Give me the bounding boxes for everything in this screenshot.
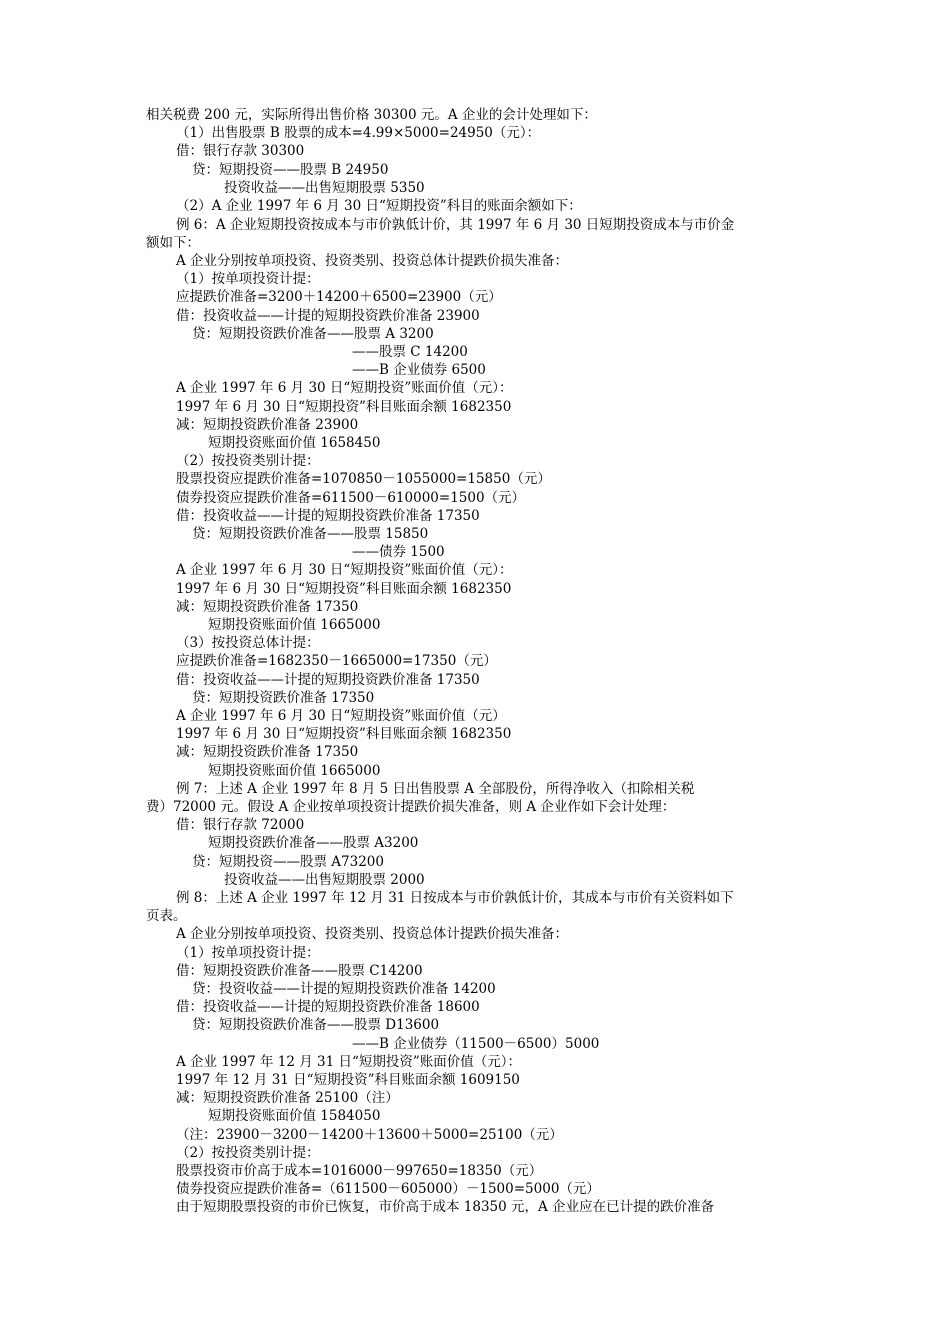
text-line: 由于短期股票投资的市价已恢复，市价高于成本 18350 元，A 企业应在已计提的跌价准备: [176, 1199, 715, 1215]
text-line: （2）按投资类别计提：: [176, 1145, 320, 1161]
text-line: （1）出售股票 B 股票的成本=4.99×5000=24950（元）：: [176, 125, 541, 141]
text-line: 减：短期投资跌价准备 25100（注）: [176, 1090, 399, 1106]
text-line: 例 8：上述 A 企业 1997 年 12 月 31 日按成本与市价孰低计价，其成本与市价有关资料如下: [176, 890, 734, 906]
text-line: 贷：短期投资跌价准备——股票 A 3200: [192, 326, 434, 342]
text-line: 例 6：A 企业短期投资按成本与市价孰低计价，其 1997 年 6 月 30 日短期投资成本与市价金: [176, 217, 735, 233]
text-line: A 企业 1997 年 12 月 31 日“短期投资”账面价值（元）：: [176, 1054, 522, 1070]
text-line: 短期投资账面价值 1658450: [208, 435, 381, 451]
text-line: 费）72000 元。假设 A 企业按单项投资计提跌价损失准备，则 A 企业作如下会计处理：: [146, 799, 676, 815]
text-line: 例 7：上述 A 企业 1997 年 8 月 5 日出售股票 A 全部股份，所得净收入（扣除相关税: [176, 781, 695, 797]
text-line: 相关税费 200 元，实际所得出售价格 30300 元。A 企业的会计处理如下：: [146, 107, 597, 123]
text-line: 页表。: [146, 908, 187, 924]
text-line: 债券投资应提跌价准备=（611500－605000）－1500=5000（元）: [176, 1181, 600, 1197]
text-line: 贷：短期投资跌价准备——股票 D13600: [192, 1017, 440, 1033]
text-line: （2）A 企业 1997 年 6 月 30 日“短期投资”科目的账面余额如下：: [176, 198, 582, 214]
text-line: 投资收益——出售短期股票 5350: [224, 180, 425, 196]
text-line: 借：银行存款 72000: [176, 817, 305, 833]
text-line: 减：短期投资跌价准备 17350: [176, 599, 359, 615]
text-line: （注：23900－3200－14200＋13600＋5000=25100（元）: [176, 1127, 563, 1143]
text-line: 贷：短期投资——股票 A73200: [192, 854, 384, 870]
text-line: 借：投资收益——计提的短期投资跌价准备 18600: [176, 999, 480, 1015]
text-line: 减：短期投资跌价准备 17350: [176, 744, 359, 760]
text-line: 短期投资账面价值 1665000: [208, 763, 381, 779]
text-line: ——股票 C 14200: [352, 344, 468, 360]
text-line: ——B 企业债券 6500: [352, 362, 486, 378]
text-line: （1）按单项投资计提：: [176, 271, 320, 287]
text-line: ——债券 1500: [352, 544, 445, 560]
text-line: 投资收益——出售短期股票 2000: [224, 872, 425, 888]
text-line: 应提跌价准备=3200＋14200＋6500=23900（元）: [176, 289, 502, 305]
text-line: 1997 年 6 月 30 日“短期投资”科目账面余额 1682350: [176, 399, 512, 415]
text-line: 股票投资市价高于成本=1016000－997650=18350（元）: [176, 1163, 543, 1179]
text-line: 贷：投资收益——计提的短期投资跌价准备 14200: [192, 981, 496, 997]
text-line: 借：投资收益——计提的短期投资跌价准备 17350: [176, 508, 480, 524]
text-line: 贷：短期投资跌价准备——股票 15850: [192, 526, 429, 542]
text-line: （2）按投资类别计提：: [176, 453, 320, 469]
text-line: 短期投资跌价准备——股票 A3200: [208, 835, 419, 851]
text-line: 股票投资应提跌价准备=1070850－1055000=15850（元）: [176, 471, 551, 487]
text-line: 借：银行存款 30300: [176, 143, 305, 159]
text-line: 额如下：: [146, 235, 200, 251]
text-line: （3）按投资总体计提：: [176, 635, 320, 651]
text-line: 借：短期投资跌价准备——股票 C14200: [176, 963, 423, 979]
text-line: 短期投资账面价值 1665000: [208, 617, 381, 633]
text-line: 应提跌价准备=1682350－1665000=17350（元）: [176, 653, 497, 669]
text-line: 减：短期投资跌价准备 23900: [176, 417, 359, 433]
text-line: 1997 年 12 月 31 日“短期投资”科目账面余额 1609150: [176, 1072, 520, 1088]
text-line: （1）按单项投资计提：: [176, 945, 320, 961]
text-line: A 企业 1997 年 6 月 30 日“短期投资”账面价值（元）: [176, 708, 506, 724]
text-line: 借：投资收益——计提的短期投资跌价准备 17350: [176, 672, 480, 688]
text-line: 借：投资收益——计提的短期投资跌价准备 23900: [176, 308, 480, 324]
text-line: A 企业 1997 年 6 月 30 日“短期投资”账面价值（元）：: [176, 562, 513, 578]
text-line: 贷：短期投资——股票 B 24950: [192, 162, 389, 178]
text-line: A 企业 1997 年 6 月 30 日“短期投资”账面价值（元）：: [176, 380, 513, 396]
text-line: A 企业分别按单项投资、投资类别、投资总体计提跌价损失准备：: [176, 926, 569, 942]
text-line: ——B 企业债券（11500－6500）5000: [352, 1036, 600, 1052]
text-line: 短期投资账面价值 1584050: [208, 1108, 381, 1124]
text-line: 1997 年 6 月 30 日“短期投资”科目账面余额 1682350: [176, 581, 512, 597]
text-line: A 企业分别按单项投资、投资类别、投资总体计提跌价损失准备：: [176, 253, 569, 269]
text-line: 贷：短期投资跌价准备 17350: [192, 690, 375, 706]
text-line: 1997 年 6 月 30 日“短期投资”科目账面余额 1682350: [176, 726, 512, 742]
text-line: 债券投资应提跌价准备=611500－610000=1500（元）: [176, 490, 526, 506]
